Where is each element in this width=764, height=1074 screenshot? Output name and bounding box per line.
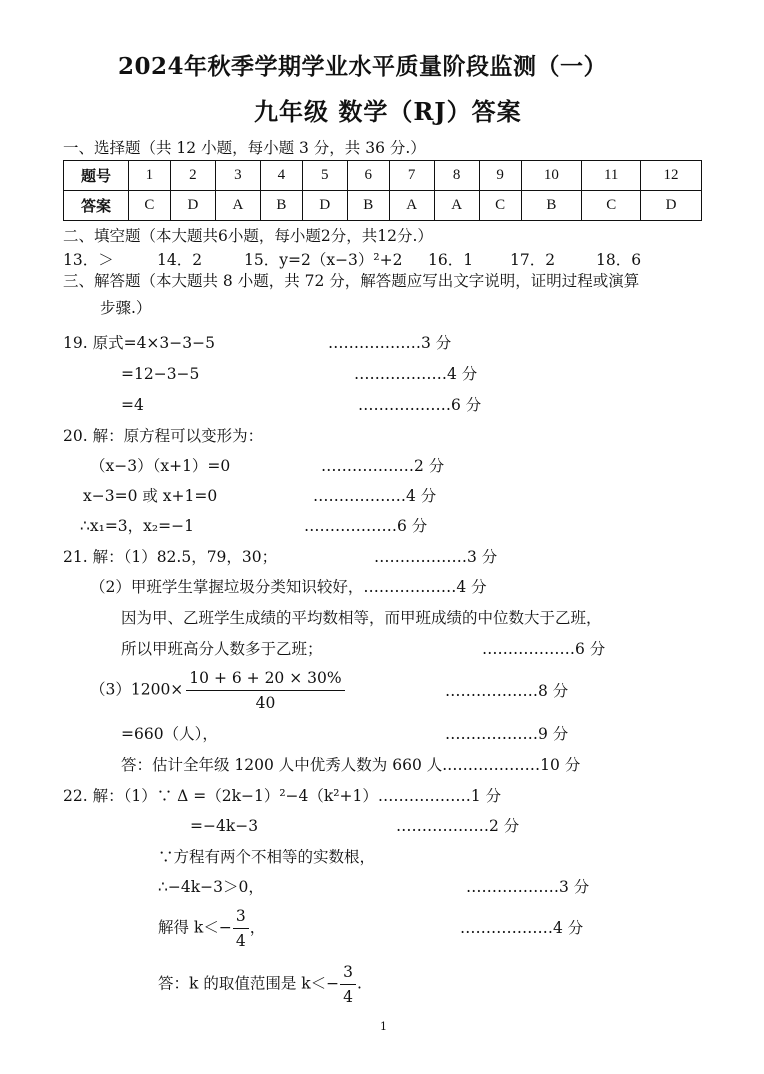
table-header-answer: 答案 [64, 191, 129, 221]
q21-line-4: 所以甲班高分人数多于乙班； [121, 640, 323, 658]
table-cell: C [582, 191, 641, 221]
table-cell: 7 [389, 161, 434, 191]
table-cell: 9 [479, 161, 521, 191]
q19-line-3: =4 [121, 396, 144, 414]
q22-line-5 [158, 906, 265, 951]
q20-score-1: ………………2 分 [321, 457, 445, 475]
table-cell: 5 [302, 161, 347, 191]
fraction-denominator: 4 [235, 932, 246, 950]
table-cell: D [302, 191, 347, 221]
section-2-heading: 二、填空题（本大题共6小题，每小题2分，共12分.） [63, 227, 433, 245]
q21-line-2: （2）甲班学生掌握垃圾分类知识较好，………………4 分 [90, 578, 487, 596]
q20-line-3: ∴x₁=3，x₂=−1 [80, 517, 194, 535]
table-cell: 12 [641, 161, 702, 191]
fraction [233, 906, 249, 951]
q22-line-6 [158, 962, 362, 1007]
q20-line-0: 20. 解：原方程可以变形为： [63, 427, 264, 445]
q21-score-6: ………………9 分 [445, 725, 569, 743]
q20-line-2: x−3=0 或 x+1=0 [83, 487, 218, 505]
q22-line-3: ∵方程有两个不相等的实数根， [158, 848, 376, 866]
q22-solve-suffix: ， [249, 918, 266, 937]
q20-score-2: ………………4 分 [313, 487, 437, 505]
table-cell: 1 [129, 161, 171, 191]
section-3-heading-cont: 步骤.） [100, 299, 152, 317]
table-cell: D [641, 191, 702, 221]
table-cell: A [434, 191, 479, 221]
q20-score-3: ………………6 分 [304, 517, 428, 535]
fill-answer-15: 15．y=2（x−3）²+2 [244, 251, 403, 269]
table-cell: A [215, 191, 260, 221]
table-cell: D [170, 191, 215, 221]
table-cell: 8 [434, 161, 479, 191]
fill-answer-13: 13．＞ [63, 251, 114, 269]
q21-line-3: 因为甲、乙班学生成绩的平均数相等，而甲班成绩的中位数大于乙班， [121, 609, 602, 627]
table-cell: B [260, 191, 302, 221]
q20-line-1: （x−3）（x+1）=0 [90, 457, 231, 475]
fraction [186, 668, 344, 713]
fill-answer-14: 14．2 [157, 251, 203, 269]
table-cell: 2 [170, 161, 215, 191]
table-cell: 10 [521, 161, 582, 191]
q21-line-6: =660（人）， [121, 725, 218, 743]
table-cell: 4 [260, 161, 302, 191]
section-3-heading: 三、解答题（本大题共 8 小题，共 72 分，解答题应写出文字说明，证明过程或演算 [63, 272, 640, 290]
table-cell: 6 [347, 161, 389, 191]
q22-score-4: ………………3 分 [466, 878, 590, 896]
q22-score-5: ………………4 分 [460, 919, 584, 937]
q21-line-5 [90, 668, 348, 713]
q19-score-3: ………………6 分 [358, 396, 482, 414]
page-title: 2024年秋季学期学业水平质量阶段监测（一） [118, 53, 608, 80]
q22-line-4: ∴−4k−3＞0， [158, 878, 264, 896]
fraction-numerator: 3 [340, 962, 356, 985]
fraction-denominator: 40 [255, 694, 276, 712]
table-row-answers [64, 191, 702, 221]
q21-expr-prefix: （3）1200× [90, 680, 184, 699]
table-cell: B [521, 191, 582, 221]
table-cell: C [129, 191, 171, 221]
table-cell: B [347, 191, 389, 221]
q22-line-2: =−4k−3 [190, 817, 259, 835]
table-row-numbers [64, 161, 702, 191]
q21-score-4: ………………6 分 [482, 640, 606, 658]
section-1-heading: 一、选择题（共 12 小题，每小题 3 分，共 36 分.） [63, 139, 426, 157]
q22-answer-prefix: 答：k 的取值范围是 k＜− [158, 974, 340, 993]
q21-score-1: ………………3 分 [374, 548, 498, 566]
q21-score-5: ………………8 分 [445, 682, 569, 700]
page-number: 1 [380, 1020, 387, 1033]
table-cell: C [479, 191, 521, 221]
q22-answer-suffix: . [357, 974, 362, 993]
fraction-denominator: 4 [343, 988, 354, 1006]
q19-line-1: 19. 原式=4×3−3−5 [63, 334, 215, 352]
fill-answer-18: 18．6 [596, 251, 642, 269]
fraction [340, 962, 356, 1007]
q22-score-2: ………………2 分 [396, 817, 520, 835]
fill-answer-16: 16．1 [428, 251, 474, 269]
q19-score-1: ………………3 分 [328, 334, 452, 352]
answer-table [63, 160, 702, 221]
q21-line-1: 21. 解：（1）82.5，79，30； [63, 548, 278, 566]
fraction-numerator: 10 + 6 + 20 × 30% [186, 668, 344, 691]
fraction-numerator: 3 [233, 906, 249, 929]
q22-line-1: 22. 解：（1）∵ Δ =（2k−1）²−4（k²+1）………………1 分 [63, 787, 502, 805]
table-header-number: 题号 [64, 161, 129, 191]
table-cell: A [389, 191, 434, 221]
q22-solve-prefix: 解得 k＜− [158, 918, 232, 937]
page-subtitle: 九年级 数学（RJ）答案 [254, 97, 522, 126]
fill-answer-17: 17．2 [510, 251, 556, 269]
table-cell: 3 [215, 161, 260, 191]
q19-line-2: =12−3−5 [121, 365, 200, 383]
table-cell: 11 [582, 161, 641, 191]
q21-line-7: 答：估计全年级 1200 人中优秀人数为 660 人.………………10 分 [121, 756, 581, 774]
q19-score-2: ………………4 分 [354, 365, 478, 383]
